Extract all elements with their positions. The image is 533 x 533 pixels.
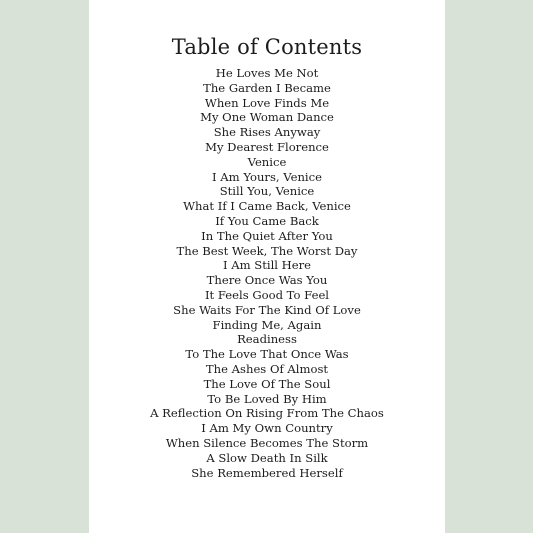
toc-entry: The Garden I Became xyxy=(203,80,331,95)
toc-entry: It Feels Good To Feel xyxy=(204,287,330,302)
left-margin-panel xyxy=(0,0,89,533)
page-title: Table of Contents xyxy=(171,35,363,59)
toc-entry: A Slow Death In Silk xyxy=(206,450,328,465)
toc-entry: She Remembered Herself xyxy=(191,465,343,480)
toc-entry: She Waits For The Kind Of Love xyxy=(173,302,361,317)
toc-entry: The Love Of The Soul xyxy=(203,376,331,391)
table-of-contents-list xyxy=(89,66,445,480)
toc-entry: The Ashes Of Almost xyxy=(205,361,329,376)
toc-entry: To The Love That Once Was xyxy=(185,347,349,362)
toc-entry: In The Quiet After You xyxy=(201,228,333,243)
toc-entry: When Love Finds Me xyxy=(204,95,330,110)
toc-entry: Readiness xyxy=(237,332,297,347)
toc-entry: Finding Me, Again xyxy=(212,317,322,332)
toc-entry: I Am Yours, Venice xyxy=(212,169,322,184)
toc-entry: What If I Came Back, Venice xyxy=(183,199,351,214)
toc-entry: I Am My Own Country xyxy=(201,421,333,436)
toc-entry: Venice xyxy=(247,154,287,169)
toc-entry: She Rises Anyway xyxy=(213,125,321,140)
toc-entry: My One Woman Dance xyxy=(200,110,334,125)
document-page xyxy=(89,0,445,533)
right-margin-panel xyxy=(445,0,533,533)
toc-entry: I Am Still Here xyxy=(222,258,312,273)
toc-entry: Still You, Venice xyxy=(219,184,315,199)
toc-entry: The Best Week, The Worst Day xyxy=(176,243,358,258)
toc-entry: If You Came Back xyxy=(215,213,319,228)
toc-entry: A Reflection On Rising From The Chaos xyxy=(150,406,384,421)
toc-entry: He Loves Me Not xyxy=(215,66,319,80)
toc-entry: There Once Was You xyxy=(206,273,328,288)
toc-entry: My Dearest Florence xyxy=(205,139,329,154)
toc-entry: To Be Loved By Him xyxy=(207,391,327,406)
toc-entry: When Silence Becomes The Storm xyxy=(165,435,369,450)
